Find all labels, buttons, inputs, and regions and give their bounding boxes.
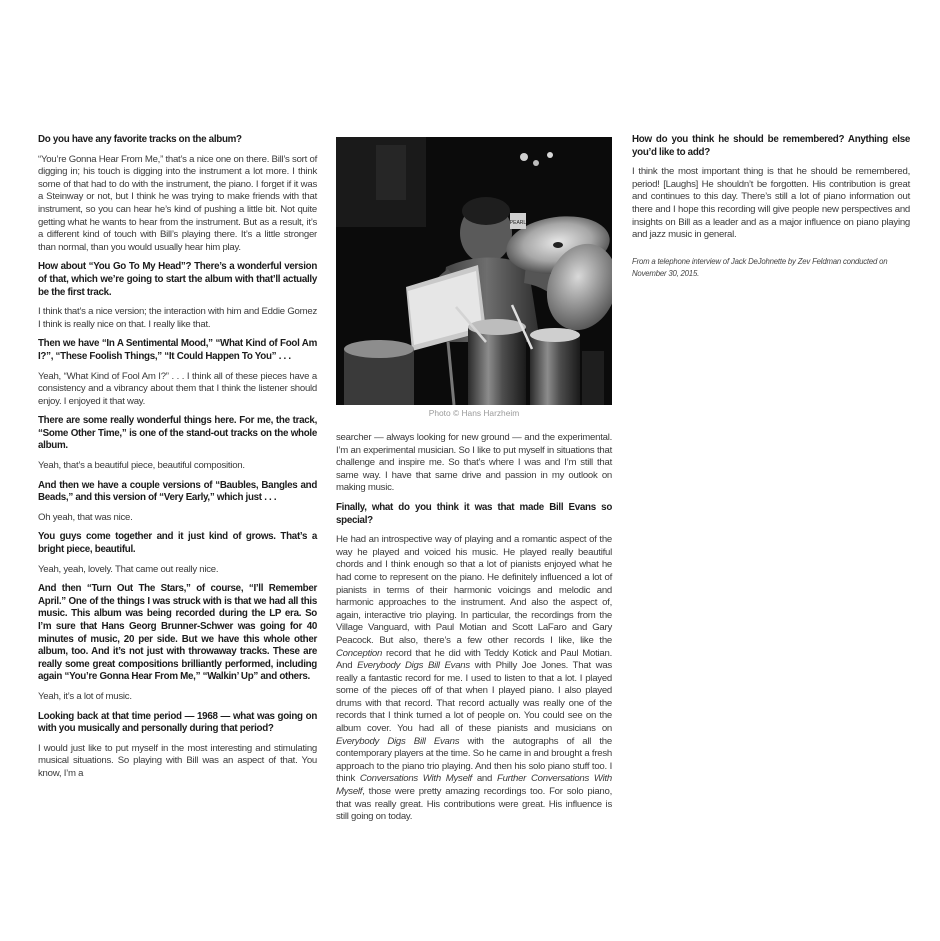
question-favorite-tracks: Do you have any favorite tracks on the album? [38, 134, 242, 145]
drummer-photo [336, 137, 612, 405]
answer-some-other-time: Yeah, that’s a beautiful piece, beautiful composition. [38, 460, 245, 472]
hair [462, 197, 510, 225]
answer-come-together: Yeah, yeah, lovely. That came out really nice. [38, 563, 219, 575]
answer-1968-start: I would just like to put myself in the most interesting and stimulating musical situations. So playing with Bill was an aspect of that. You know, I’m a [38, 742, 317, 779]
photo-caption: Photo © Hans Harzheim [428, 408, 520, 418]
question-you-go-to-my-head: How about “You Go To My Head”? There’s a wonderful version of that, which we’re going to start the album with that’ll actually be the first track. [38, 261, 317, 298]
album-title-everybody-digs: Everybody Digs Bill Evans [357, 660, 470, 672]
question-remembered: How do you think he should be remembered? Anything else you’d like to add? [632, 134, 910, 158]
album-title-conception: Conception [336, 647, 383, 659]
answer-turn-out-the-stars: Yeah, it’s a lot of music. [38, 690, 132, 702]
question-turn-out-the-stars: And then “Turn Out The Stars,” of course, “I’ll Remember April.” One of the things I was struck with is that we had all this music. This album was being recorded during the LP era. So I’m sure that Hans Georg Brunner-Schwer was going for 40 minutes of music, 20 per side. But we have this whole other album, too. And it’s not just with throwaway tracks. These are really some great compositions brilliantly performed, including again “You’re Gonna Hear From Me,” “Walkin’ Up” and others. [38, 583, 317, 683]
answer-text-part: with the autographs of all the contemporary players at the time. So he came in and brought a fresh approach to the piano trio playing. And then his solo piano stuff too. I think [336, 735, 612, 785]
album-title-further-conversations: Further Conversations With Myself [336, 773, 613, 798]
question-what-made-evans-special: Finally, what do you think it was that made Bill Evans so special? [336, 501, 612, 526]
question-1968: Looking back at that time period — 1968 — what was going on with you musically and personally during that period? [38, 710, 317, 735]
column-left [38, 134, 317, 788]
answer-text-part: record that he did with Teddy Kotick and Paul Motian. And [336, 647, 612, 672]
drum-logo-text: PEARL [509, 220, 527, 226]
drummer-photo-illustration [336, 137, 612, 405]
column-right [632, 134, 910, 288]
question-sentimental-mood: Then we have “In A Sentimental Mood,” “What Kind of Fool Am I?”, “These Foolish Things,” “It Could Happen To You” . . . [38, 338, 317, 362]
album-title-conversations: Conversations With Myself [359, 773, 472, 785]
album-title-everybody-digs: Everybody Digs Bill Evans [336, 735, 460, 747]
interview-credit: From a telephone interview of Jack DeJohnette by Zev Feldman conducted on November 30, 2015. [632, 256, 888, 278]
answer-you-go-to-my-head: I think that’s a nice version; the interaction with him and Eddie Gomez I think is really nice on that. I really like that. [38, 306, 317, 330]
answer-favorite-tracks: “You’re Gonna Hear From Me,” that’s a nice one on there. Bill’s sort of digging in; his touch is digging into the instrument a lot more. I think some of that had to do with the instrument, the piano. I forget if it was a Steinway or not, but I think he was trying to make friends with that instrument, so you can hear he’s kind of pushing a little bit. Not quite getting what he wants to hear from the instrument. But as a result, it’s a different kind of touch with Bill’s playing there. It’s a little stronger than normal, than you would usually hear him play. [38, 153, 317, 253]
floor-tom [468, 327, 526, 405]
answer-text-part: , those were pretty amazing recordings too. For solo piano, that was really great. His contributions were great. His influence is still going on today. [336, 786, 612, 823]
question-baubles: And then we have a couple versions of “Baubles, Bangles and Beads,” and this version of “Very Early,” which just . . . [38, 479, 317, 504]
answer-sentimental-mood: Yeah, “What Kind of Fool Am I?” . . . I think all of these pieces have a consistency and a vibrancy about them that I think the listener should enjoy. I enjoyed it that way. [38, 370, 317, 407]
answer-baubles: Oh yeah, that was nice. [38, 511, 133, 523]
answer-remembered: I think the most important thing is that he should be remembered, period! [Laughs] He shouldn’t be forgotten. His contribution is great and continues to this day. There’s still a lot of piano information out there and I hope this recording will give people new perspectives and insights on Bill as a leader and as a major influence on piano playing and jazz music in general. [632, 166, 910, 241]
question-some-other-time: There are some really wonderful things here. For me, the track, “Some Other Time,” is one of the stand-out tracks on the whole album. [38, 415, 317, 452]
answer-text-part: and [471, 773, 497, 785]
question-come-together: You guys come together and it just kind of grows. That’s a bright piece, beautiful. [38, 531, 317, 556]
answer-1968-continued: searcher — always looking for new ground — and the experimental. I’m an experimental musician. So I like to put myself in situations that challenge and inspire me. So that’s where I was and I’m still that same way. I have that same drive and passion in my outlook on making music. [336, 432, 612, 494]
answer-text-part: He had an introspective way of playing and a romantic aspect of the way he played and voiced his music. He played really beautiful chords and I think enough so that a lot of pianists enjoyed what he had come to represent on the piano. He definitely influenced a lot of pianists in terms of their harmonic voicings and melodic and harmonic approaches to the instrument. And also the aspect of, again, interactive trio playing. In particular, the recordings from the Village Vanguard, with Paul Motian and Scott LaFaro and Gary Peacock. But also, there’s a few other records I like, like the [336, 534, 612, 646]
snare-drum [530, 335, 580, 405]
column-middle [336, 432, 612, 831]
answer-text-part: with Philly Joe Jones. That was really a fantastic record for me. I used to listen to that a lot. I played some of the pieces off of that when I played piano. I also played drums with that record. That record actually was really one of the records that I think turned a lot of people on. You could see on the album cover. You had all of these pianists and musicians on [336, 660, 612, 735]
answer-what-made-evans-special [336, 534, 612, 824]
